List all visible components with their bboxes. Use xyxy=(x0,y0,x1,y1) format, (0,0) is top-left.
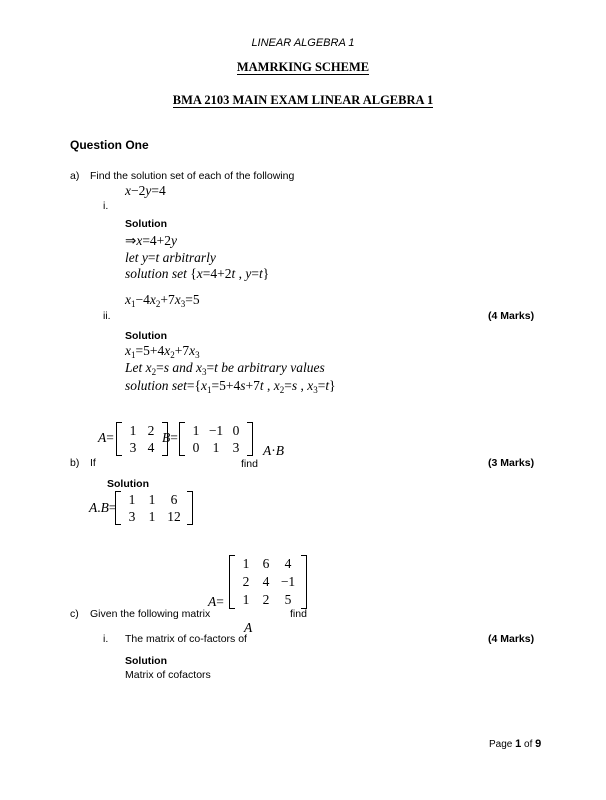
part-a-text: Find the solution set of each of the following xyxy=(90,170,295,182)
product-label: A.B= xyxy=(89,500,117,515)
matrix-a-cell: 4 xyxy=(147,440,155,455)
part-b-if: If xyxy=(90,457,96,469)
matrix-ab xyxy=(115,491,193,525)
matrix-ab-cell: 12 xyxy=(167,509,181,524)
b-solution-label: Solution xyxy=(107,478,149,490)
matrix-a xyxy=(116,422,168,456)
matrix-b xyxy=(179,422,253,456)
page-label: Page xyxy=(489,739,513,750)
part-c-text: Given the following matrix xyxy=(90,608,211,620)
scheme-title: MAMRKING SCHEME xyxy=(236,60,370,74)
a-ii-marks: (4 Marks) xyxy=(488,310,535,322)
a-i-label: i. xyxy=(103,200,109,212)
matrix-a-label: A= xyxy=(98,430,114,445)
matrix-a-cell: 3 xyxy=(129,440,137,455)
matrix-c-cell: 2 xyxy=(262,592,270,607)
part-b-label: b) xyxy=(70,457,80,469)
course-header: LINEAR ALGEBRA 1 xyxy=(251,37,355,49)
a-i-line-3: solution set {x=4+2t , y=t} xyxy=(125,266,270,281)
part-c-label: c) xyxy=(70,608,79,620)
part-b-marks: (3 Marks) xyxy=(488,457,535,469)
c-i-label: i. xyxy=(103,633,109,645)
page-total: 9 xyxy=(535,738,542,750)
part-c-find: find xyxy=(290,608,307,620)
a-i-line-1: ⇒x=4+2y xyxy=(125,233,178,248)
matrix-c xyxy=(229,555,307,609)
matrix-c-cell: 1 xyxy=(242,556,250,571)
matrix-b-cell: 0 xyxy=(192,440,200,455)
of-label: of xyxy=(524,739,533,750)
a-ii-solution-label: Solution xyxy=(125,330,167,342)
c-i-answer: Matrix of cofactors xyxy=(125,669,211,681)
a-ii-line-1: $x_1=5+4x_2+7x_3$ xyxy=(125,343,200,360)
matrix-c-cell: 4 xyxy=(262,574,270,589)
matrix-b-label: B= xyxy=(162,430,178,445)
c-i-marks: (4 Marks) xyxy=(488,633,535,645)
matrix-c-cell: 1 xyxy=(242,592,250,607)
matrix-b-cell: 1 xyxy=(192,423,200,438)
a-ii-equation: $x_1-4x_2+7x_3=5$ xyxy=(125,292,200,309)
matrix-ab-cell: 3 xyxy=(128,509,136,524)
matrix-c-cell: 4 xyxy=(284,556,292,571)
a-ii-line-3: solution $set=\{x_1=5+4s+7t$ , $x_2=s$ , $x_3=t$} xyxy=(125,378,336,395)
part-b-find: find xyxy=(241,458,258,470)
a-i-line-2: let y=t arbitrarly xyxy=(125,250,216,265)
matrix-ab-cell: 1 xyxy=(148,492,156,507)
exam-title: BMA 2103 MAIN EXAM LINEAR ALGEBRA 1 xyxy=(172,93,434,107)
matrix-c-cell: 2 xyxy=(242,574,250,589)
c-i-solution-label: Solution xyxy=(125,655,167,667)
a-i-equation: x−2y=4 xyxy=(125,183,166,198)
matrix-c-cell: 6 xyxy=(262,556,270,571)
find-expression: A·B xyxy=(263,443,284,458)
matrix-b-cell: 0 xyxy=(232,423,240,438)
page-number: 1 xyxy=(515,738,522,750)
c-i-text: The matrix of co-factors of xyxy=(125,633,247,645)
a-i-solution-label: Solution xyxy=(125,218,167,230)
matrix-c-cell: −1 xyxy=(280,574,296,589)
matrix-a-cell: 1 xyxy=(129,423,137,438)
matrix-subject: A xyxy=(244,620,253,635)
a-ii-line-2: Let $x_2=s$ and $x_3=t$ be arbitrary values xyxy=(125,360,325,377)
page-indicator xyxy=(489,738,541,750)
part-a-label: a) xyxy=(70,170,80,182)
matrix-ab-cell: 6 xyxy=(170,492,178,507)
matrix-c-label: A= xyxy=(208,594,224,609)
matrix-b-cell: 1 xyxy=(212,440,220,455)
matrix-b-cell: −1 xyxy=(208,423,224,438)
a-ii-label: ii. xyxy=(103,310,111,322)
matrix-ab-cell: 1 xyxy=(148,509,156,524)
question-heading: Question One xyxy=(70,138,149,152)
matrix-b-cell: 3 xyxy=(232,440,240,455)
matrix-c-cell: 5 xyxy=(284,592,292,607)
matrix-ab-cell: 1 xyxy=(128,492,136,507)
matrix-a-cell: 2 xyxy=(147,423,155,438)
